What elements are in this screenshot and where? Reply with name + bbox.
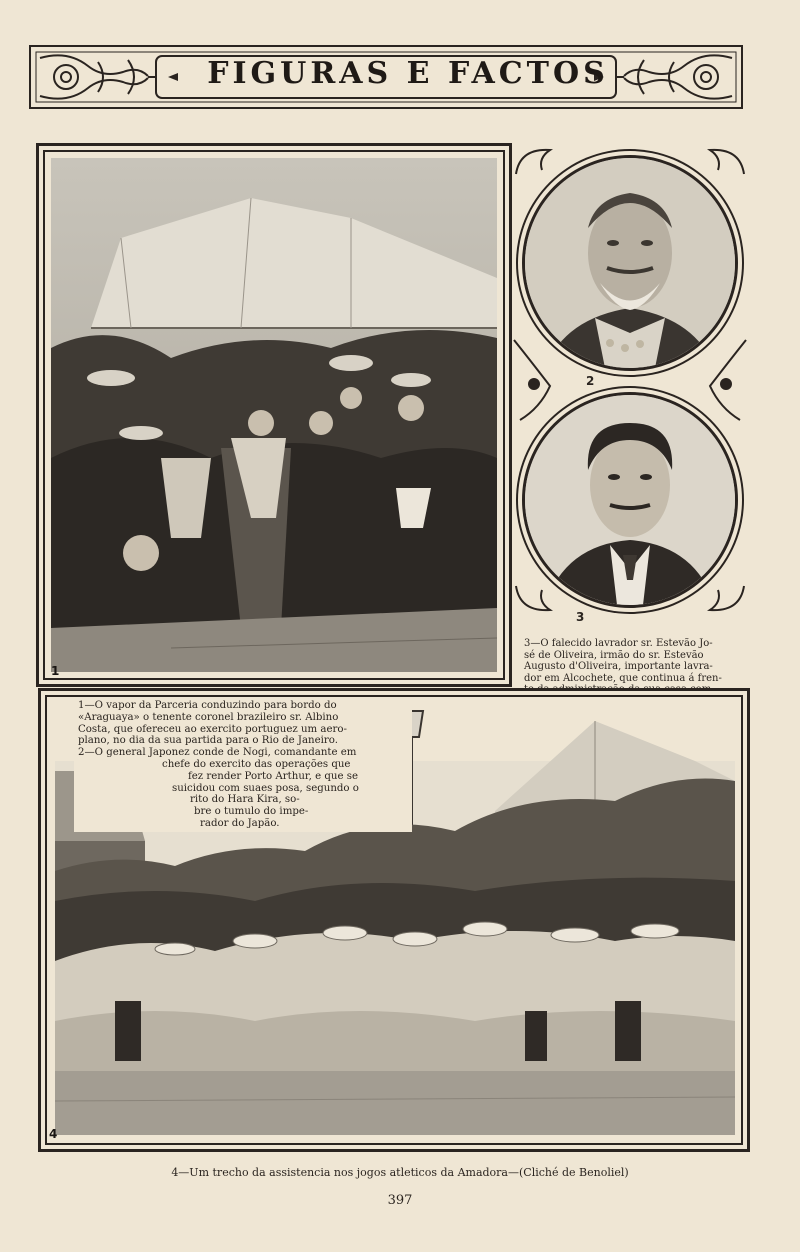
caption-3-line: dor em Alcochete, que continua á fren- <box>524 672 722 684</box>
caption-photo-4: 4—Um trecho da assistencia nos jogos atleticos da Amadora—(Cliché de Benoliel) <box>171 1166 629 1179</box>
caption-3-line: 3—O falecido lavrador sr. Estevão Jo- <box>524 638 713 649</box>
caption-2-line: rito do Hara Kira, so- <box>190 794 300 806</box>
caption-photos-1-2 <box>74 698 412 832</box>
caption-1-line: 1—O vapor da Parceria conduzindo para bordo do <box>78 700 337 711</box>
photo-1-frame <box>36 143 512 687</box>
header-banner <box>28 42 744 112</box>
caption-3-line: sé de Oliveira, irmão do sr. Estevão <box>524 649 704 661</box>
caption-1-line: Costa, que ofereceu ao exercito portuguez um aero- <box>78 723 347 735</box>
caption-2-line: rador do Japão. <box>200 817 280 829</box>
caption-1-line: «Araguaya» o tenente coronel brazileiro sr. Albino <box>78 711 339 723</box>
photo-1-number: 1 <box>51 664 60 678</box>
caption-2-line: fez render Porto Arthur, e que se <box>188 770 358 782</box>
page-title: FIGURAS E FACTOS <box>207 56 609 91</box>
photo-1-boat-departure <box>51 158 497 672</box>
caption-2-line: bre o tumulo do impe- <box>194 806 309 818</box>
caption-2-line: suicidou com suaes posa, segundo o <box>172 782 359 794</box>
caption-2-line: chefe do exercito das operações que <box>162 758 351 770</box>
caption-2-line: 2—O general Japonez conde de Nogi, comandante em <box>78 747 357 759</box>
photo-3-number: 3 <box>576 610 585 624</box>
photo-2-number: 2 <box>586 374 595 388</box>
caption-3-line: Augusto d'Oliveira, importante lavra- <box>524 661 713 672</box>
portrait-3-estevao-jose <box>522 392 738 608</box>
page-number: 397 <box>387 1193 413 1208</box>
photo-4-number: 4 <box>49 1127 58 1141</box>
caption-1-line: plano, no dia da sua partida para o Rio de Janeiro. <box>78 735 338 747</box>
